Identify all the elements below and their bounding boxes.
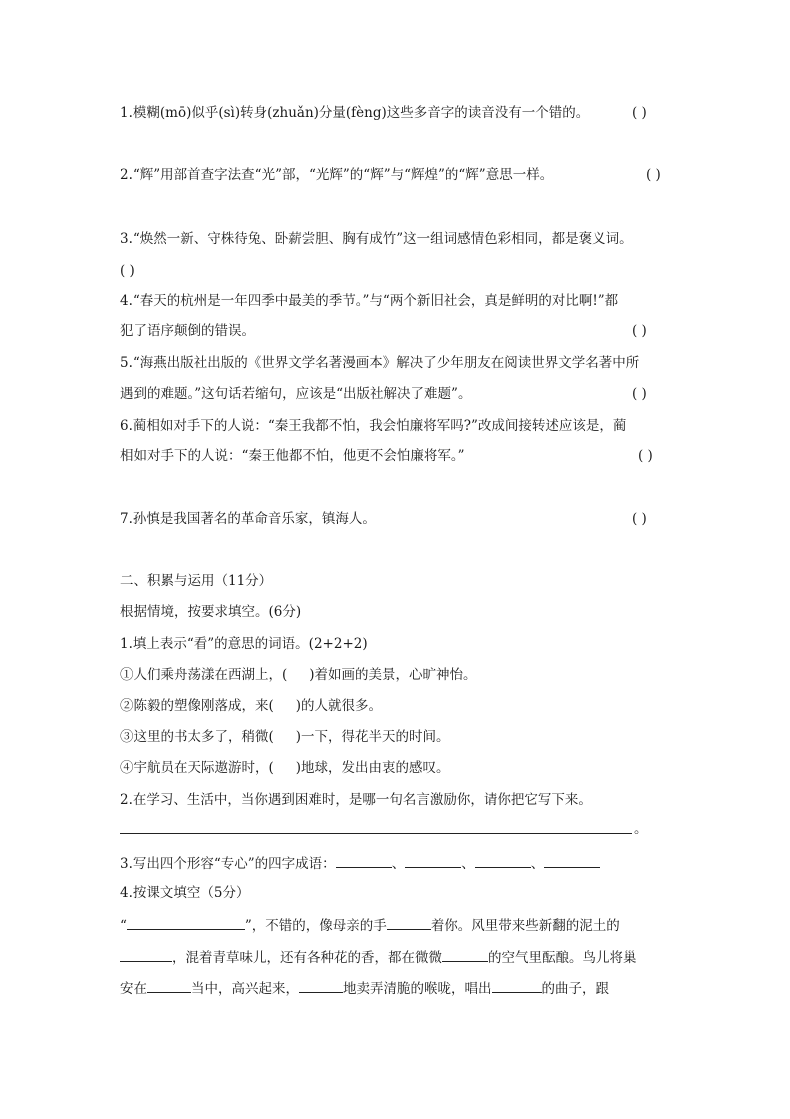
text-blank-6[interactable] [299,978,343,993]
q6-answer-bracket[interactable]: ( ) [638,448,653,464]
l1-end: 着你。风里带来些新翻的泥土的 [430,918,620,934]
idiom-blank-2[interactable] [405,853,461,868]
judgement-q4-line2: 犯了语序颠倒的错误。 [120,323,255,339]
item3-after: )一下，得花半天的时间。 [295,729,450,745]
fill-q4-line3 [120,978,609,998]
item2-after: )的人就很多。 [295,698,383,714]
fill-q1-item-1 [120,666,477,684]
section2-heading: 二、积累与运用（11分） [120,573,273,589]
section2-intro: 根据情境，按要求填空。(6分) [120,604,302,620]
q4-answer-bracket[interactable]: ( ) [632,323,647,339]
fill-q4-title: 4.按课文填空（5分） [120,885,250,901]
q1-answer-bracket[interactable]: ( ) [632,105,647,121]
judgement-q6-line1: 6.蔺相如对手下的人说：“秦王我都不怕，我会怕廉将军吗?”改成间接转述应该是，蔺 [120,418,627,434]
q5-answer-bracket[interactable]: ( ) [632,386,647,402]
fill-q3 [120,853,600,873]
item4-before: ④宇航员在天际遨游时，( [120,760,274,776]
idiom-blank-3[interactable] [475,853,531,868]
fill-q1-item-2 [120,697,382,715]
q2-answer-bracket[interactable]: ( ) [646,167,661,183]
idiom-blank-1[interactable] [336,853,392,868]
text-blank-3[interactable] [120,947,172,962]
q2-answer-line[interactable] [120,832,632,834]
q2-text: 2.“辉”用部首查字法查“光”部，“光辉”的“辉”与“辉煌”的“辉”意思一样。 [120,167,554,183]
fill-q1-item-3 [120,728,450,746]
text-blank-7[interactable] [492,978,542,993]
q3-text: 3.“焕然一新、守株待兔、卧薪尝胆、胸有成竹”这一组词感情色彩相同，都是褒义词。 [120,231,633,247]
item4-after: )地球，发出由衷的感叹。 [295,760,450,776]
q7-answer-bracket[interactable]: ( ) [632,511,647,527]
q3-answer-bracket[interactable]: ( ) [120,263,135,279]
judgement-q5-line2: 遇到的难题。”这句话若缩句，应该是“出版社解决了难题”。 [120,386,472,402]
item1-before: ①人们乘舟荡漾在西湖上，( [120,667,288,683]
judgement-q4-line1: 4.“春天的杭州是一年四季中最美的季节。”与“两个新旧社会，真是鲜明的对比啊!”都 [120,293,619,309]
judgement-q1 [120,104,589,122]
idiom-blank-4[interactable] [544,853,600,868]
item3-before: ③这里的书太多了，稍微( [120,729,274,745]
q2-end-period: 。 [634,821,648,837]
fill-q1-title: 1.填上表示“看”的意思的词语。(2+2+2) [120,636,368,652]
q1-text: 1.模糊(mō)似乎(sì)转身(zhuǎn)分量(fèng)这些多音字的读音没有一个错的。 [120,105,590,121]
fill-q1-item-4 [120,759,450,777]
l3-end: 的曲子，跟 [541,981,609,997]
sep-3: 、 [530,856,545,872]
text-blank-5[interactable] [147,978,191,993]
fill-q4-line1 [120,915,620,935]
l3-middle1: 当中，高兴起来， [191,981,299,997]
judgement-q6-line2: 相如对手下的人说：“秦王他都不怕，他更不会怕廉将军。” [120,448,465,464]
l2-middle: ，混着青草味儿，还有各种花的香，都在微微 [172,950,442,966]
l3-middle2: 地卖弄清脆的喉咙，唱出 [343,981,492,997]
text-blank-2[interactable] [387,915,431,930]
judgement-q3 [120,230,633,248]
l2-end: 的空气里酝酿。鸟儿将巢 [488,950,637,966]
fill-q2-title: 2.在学习、生活中，当你遇到困难时，是哪一句名言激励你，请你把它写下来。 [120,792,592,808]
fill-q4-line2 [120,947,637,967]
item1-after: )着如画的美景，心旷神怡。 [309,667,477,683]
l1-middle: ”，不错的，像母亲的手 [244,918,387,934]
judgement-q5-line1: 5.“海燕出版社出版的《世界文学名著漫画本》解决了少年朋友在阅读世界文学名著中所 [120,355,640,371]
text-blank-1[interactable] [127,915,245,930]
text-blank-4[interactable] [442,947,488,962]
l3-start: 安在 [120,981,147,997]
sep-2: 、 [461,856,475,872]
q3-title: 3.写出四个形容“专心”的四字成语： [120,856,336,872]
l1-open-quote: “ [120,918,127,934]
sep-1: 、 [391,856,406,872]
judgement-q7: 7.孙慎是我国著名的革命音乐家，镇海人。 [120,511,376,527]
judgement-q2 [120,166,553,184]
item2-before: ②陈毅的塑像刚落成，来( [120,698,274,714]
